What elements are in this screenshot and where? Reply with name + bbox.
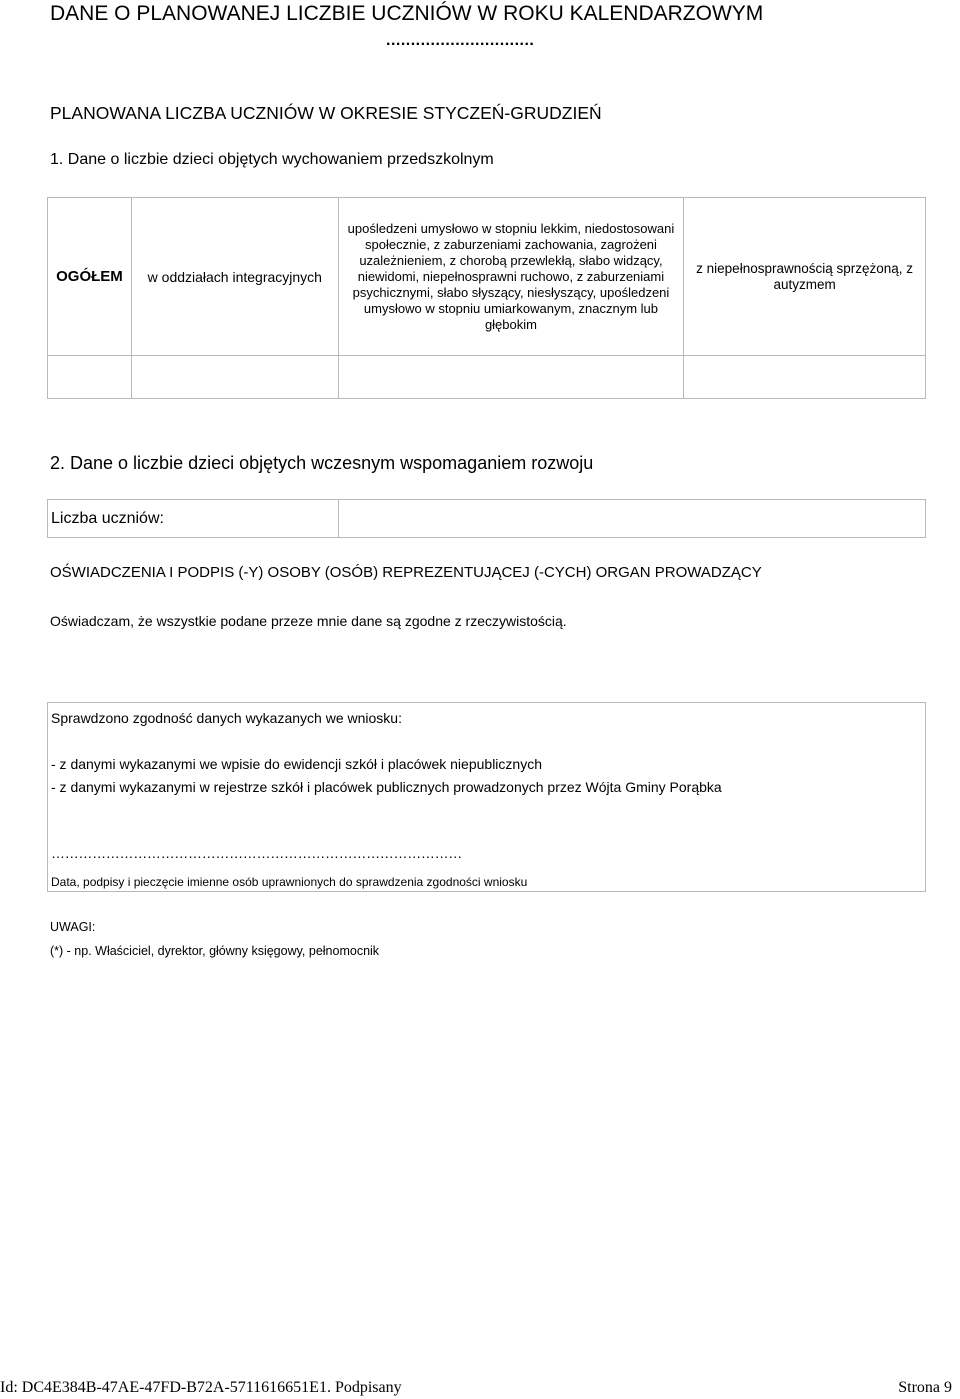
verification-register-private: - z danymi wykazanymi we wpisie do ewidencji szkół i placówek niepublicznych: [51, 756, 542, 772]
student-count-input[interactable]: [338, 500, 925, 538]
section2-heading: 2. Dane o liczbie dzieci objętych wczesnym wspomaganiem rozwoju: [50, 453, 594, 473]
document-title: DANE O PLANOWANEJ LICZBIE UCZNIÓW W ROKU KALENDARZOWYM: [50, 2, 764, 25]
cell-integration-input[interactable]: [131, 356, 338, 399]
statement-heading: OŚWIADCZENIA I PODPIS (-Y) OSOBY (OSÓB) REPREZENTUJĄCEJ (-CYCH) ORGAN PROWADZĄCY: [50, 564, 762, 581]
notes-label: UWAGI:: [50, 920, 96, 934]
document-id: Id: DC4E384B-47AE-47FD-B72A-5711616651E1. Podpisany: [0, 1379, 402, 1396]
footnote: (*) - np. Właściciel, dyrektor, główny księgowy, pełnomocnik: [50, 944, 380, 958]
section1-heading: 1. Dane o liczbie dzieci objętych wychowaniem przedszkolnym: [50, 151, 494, 168]
page-number: Strona 9: [898, 1379, 952, 1396]
cell-multiple-disability-input[interactable]: [684, 356, 926, 399]
cell-total-input[interactable]: [48, 356, 132, 399]
student-count-label: Liczba uczniów:: [48, 500, 339, 538]
year-placeholder: ..............................: [386, 32, 535, 49]
column-header-disabilities: upośledzeni umysłowo w stopniu lekkim, niedostosowani społecznie, z zaburzeniami zachowania, zagrożeni uzależnieniem, z chorobą przewlekłą, słabo widzący, niewidomi, niepełnosprawni ruchowo, z zaburzeniami psychicznymi, słabo słyszący, niesłyszący, upośledzeni umysłowo w stopniu umiarkowanym, znacznym lub głębokim: [338, 198, 684, 356]
column-header-multiple-disability: z niepełnosprawnością sprzężoną, z autyzmem: [684, 198, 926, 356]
signature-dots: ………………………………………………………………………………: [51, 845, 463, 861]
column-header-total: OGÓŁEM: [48, 198, 132, 356]
statement-text: Oświadczam, że wszystkie podane przeze mnie dane są zgodne z rzeczywistością.: [50, 613, 567, 629]
verification-intro: Sprawdzono zgodność danych wykazanych we wniosku:: [51, 710, 402, 726]
column-header-integration: w oddziałach integracyjnych: [131, 198, 338, 356]
early-support-table: [47, 499, 926, 538]
cell-disabilities-input[interactable]: [338, 356, 684, 399]
signature-label: Data, podpisy i pieczęcie imienne osób uprawnionych do sprawdzenia zgodności wniosku: [51, 875, 528, 889]
document-subtitle: PLANOWANA LICZBA UCZNIÓW W OKRESIE STYCZEŃ-GRUDZIEŃ: [50, 103, 602, 123]
verification-box: [47, 702, 926, 892]
preschool-table: [47, 197, 926, 399]
verification-register-public: - z danymi wykazanymi w rejestrze szkół i placówek publicznych prowadzonych przez Wójta Gminy Porąbka: [51, 779, 722, 795]
